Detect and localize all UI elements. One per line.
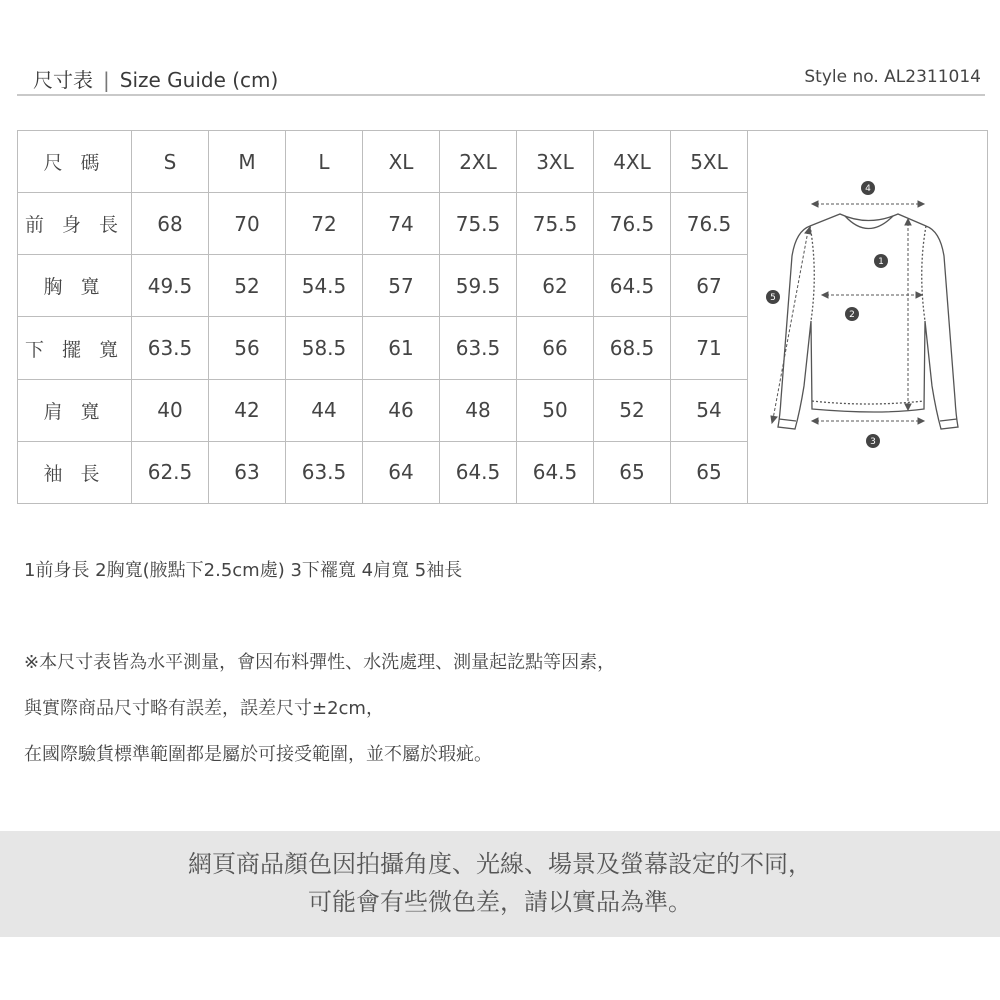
table-cell: 64 bbox=[363, 441, 440, 503]
size-guide-header bbox=[17, 58, 985, 96]
table-cell: 42 bbox=[209, 379, 286, 441]
size-header-m: M bbox=[209, 131, 286, 193]
banner-line-1: 網頁商品顏色因拍攝角度、光線、場景及螢幕設定的不同， bbox=[188, 850, 812, 878]
table-cell: 68 bbox=[132, 193, 209, 255]
table-cell: 75.5 bbox=[440, 193, 517, 255]
row-label-shoulder: 肩 寬 bbox=[18, 379, 132, 441]
table-cell: 54.5 bbox=[286, 255, 363, 317]
tshirt-diagram-svg bbox=[748, 131, 987, 503]
table-cell: 44 bbox=[286, 379, 363, 441]
size-header-l: L bbox=[286, 131, 363, 193]
table-cell: 65 bbox=[671, 441, 748, 503]
size-corner-label: 尺 碼 bbox=[18, 131, 132, 193]
table-cell: 63.5 bbox=[132, 317, 209, 379]
header-title bbox=[33, 64, 278, 93]
color-disclaimer-banner bbox=[0, 831, 1000, 937]
table-cell: 67 bbox=[671, 255, 748, 317]
marker-5-label: 5 bbox=[770, 293, 776, 303]
table-cell: 76.5 bbox=[594, 193, 671, 255]
table-cell: 54 bbox=[671, 379, 748, 441]
size-header-xl: XL bbox=[363, 131, 440, 193]
marker-3-hem bbox=[866, 434, 880, 448]
table-cell: 52 bbox=[209, 255, 286, 317]
marker-3-label: 3 bbox=[870, 437, 876, 447]
note-line-3: 在國際驗貨標準範圍都是屬於可接受範圍，並不屬於瑕疵。 bbox=[24, 744, 492, 765]
table-cell: 62 bbox=[517, 255, 594, 317]
table-cell: 48 bbox=[440, 379, 517, 441]
row-label-chest: 胸 寬 bbox=[18, 255, 132, 317]
marker-5-sleeve bbox=[766, 290, 780, 304]
table-cell: 64.5 bbox=[517, 441, 594, 503]
table-cell: 49.5 bbox=[132, 255, 209, 317]
marker-4-label: 4 bbox=[865, 184, 871, 194]
table-cell: 65 bbox=[594, 441, 671, 503]
row-label-body-length: 前 身 長 bbox=[18, 193, 132, 255]
table-cell: 50 bbox=[517, 379, 594, 441]
size-header-s: S bbox=[132, 131, 209, 193]
marker-1-body-length bbox=[874, 254, 888, 268]
table-cell: 62.5 bbox=[132, 441, 209, 503]
table-cell: 63 bbox=[209, 441, 286, 503]
row-label-hem: 下 擺 寬 bbox=[18, 317, 132, 379]
garment-diagram bbox=[748, 131, 988, 504]
title-zh: 尺寸表 bbox=[33, 68, 93, 92]
table-cell: 40 bbox=[132, 379, 209, 441]
table-cell: 64.5 bbox=[594, 255, 671, 317]
table-cell: 61 bbox=[363, 317, 440, 379]
title-en: Size Guide (cm) bbox=[119, 68, 279, 92]
marker-1-label: 1 bbox=[878, 257, 884, 267]
measurement-legend: 1前身長 2胸寬(腋點下2.5cm處) 3下襬寬 4肩寬 5袖長 bbox=[24, 560, 463, 581]
size-table bbox=[17, 130, 988, 504]
table-cell: 52 bbox=[594, 379, 671, 441]
table-cell: 64.5 bbox=[440, 441, 517, 503]
table-cell: 66 bbox=[517, 317, 594, 379]
size-header-row bbox=[18, 131, 988, 193]
marker-2-label: 2 bbox=[849, 310, 855, 320]
table-cell: 63.5 bbox=[440, 317, 517, 379]
table-cell: 70 bbox=[209, 193, 286, 255]
style-number: Style no. AL2311014 bbox=[804, 67, 981, 87]
table-cell: 58.5 bbox=[286, 317, 363, 379]
measurement-notes bbox=[24, 640, 615, 778]
size-header-5xl: 5XL bbox=[671, 131, 748, 193]
note-line-1: ※本尺寸表皆為水平測量，會因布料彈性、水洗處理、測量起訖點等因素， bbox=[24, 652, 616, 673]
note-line-2: 與實際商品尺寸略有誤差，誤差尺寸±2cm， bbox=[24, 698, 384, 719]
marker-2-chest bbox=[845, 307, 859, 321]
row-label-sleeve: 袖 長 bbox=[18, 441, 132, 503]
table-cell: 59.5 bbox=[440, 255, 517, 317]
table-cell: 57 bbox=[363, 255, 440, 317]
marker-4-shoulder bbox=[861, 181, 875, 195]
banner-line-2: 可能會有些微色差，請以實品為準。 bbox=[308, 888, 692, 916]
table-cell: 56 bbox=[209, 317, 286, 379]
table-cell: 74 bbox=[363, 193, 440, 255]
table-cell: 68.5 bbox=[594, 317, 671, 379]
table-cell: 46 bbox=[363, 379, 440, 441]
size-header-3xl: 3XL bbox=[517, 131, 594, 193]
size-header-2xl: 2XL bbox=[440, 131, 517, 193]
table-cell: 71 bbox=[671, 317, 748, 379]
title-separator: | bbox=[103, 68, 110, 92]
table-cell: 75.5 bbox=[517, 193, 594, 255]
table-cell: 76.5 bbox=[671, 193, 748, 255]
table-cell: 63.5 bbox=[286, 441, 363, 503]
table-cell: 72 bbox=[286, 193, 363, 255]
size-header-4xl: 4XL bbox=[594, 131, 671, 193]
